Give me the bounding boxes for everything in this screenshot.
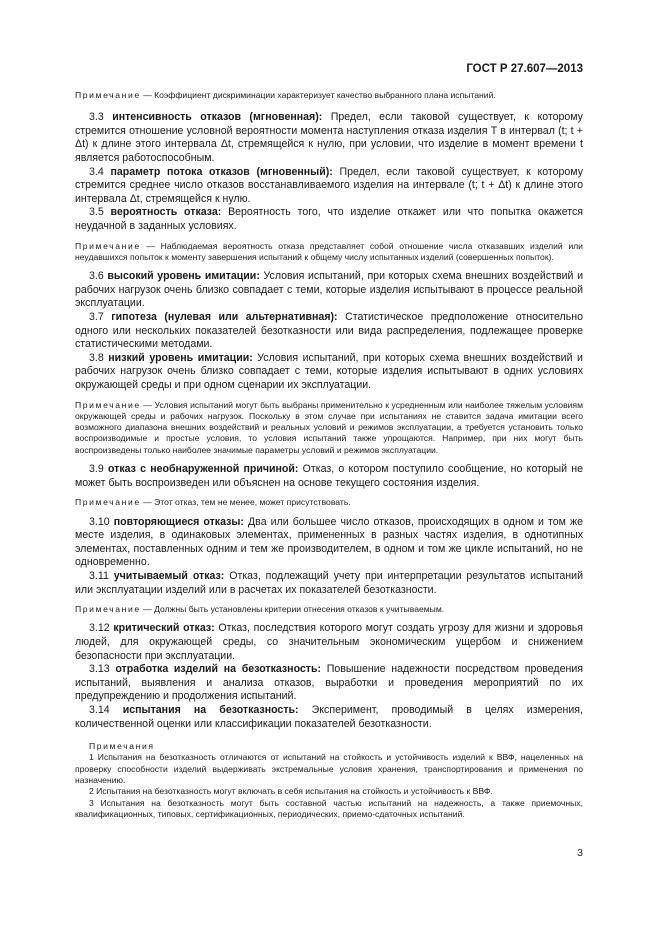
term-number: 3.6	[89, 270, 104, 283]
term-name: учитываемый отказ:	[113, 569, 225, 582]
document-id-header: ГОСТ Р 27.607—2013	[466, 63, 583, 75]
note	[75, 604, 583, 615]
note-label: Примечание	[75, 90, 141, 100]
term-name: отработка изделий на безотказность:	[115, 663, 322, 676]
term-name: высокий уровень имитации:	[107, 270, 260, 283]
term-definition-3-12	[75, 622, 583, 663]
term-name: критический отказ:	[113, 622, 215, 635]
term-definition-3-3	[75, 111, 583, 165]
term-name: отказ с необнаруженной причиной:	[107, 463, 299, 476]
term-text: Условия испытаний, при которых схема внешних воздействий и рабочих нагрузок очень близко совпадает с теми, которые изделия испытывают в процессе реальной эксплуатации.	[75, 270, 584, 310]
term-name: интенсивность отказов (мгновенная):	[112, 111, 323, 124]
term-name: вероятность отказа:	[110, 206, 222, 219]
term-text: Отказ, о котором поступило сообщение, но который не может быть воспроизведен или объяснен на основе текущего состояния изделия.	[75, 463, 583, 489]
term-number: 3.5	[89, 206, 104, 219]
term-definition-3-5	[75, 206, 583, 233]
term-number: 3.14	[89, 703, 110, 716]
term-text: Условия испытаний, при которых схема внешних воздействий и рабочих нагрузок очень близко совпадает с теми, которые изделия испытывают в одних условиях окружающей среды и при одном сценарии их эксплуатации.	[75, 351, 583, 391]
note-label: Примечание	[75, 240, 141, 251]
note	[75, 241, 583, 264]
term-definition-3-10	[75, 516, 583, 570]
term-number: 3.7	[89, 311, 104, 324]
note	[75, 90, 583, 101]
term-definition-3-14	[75, 704, 583, 731]
note-label: Примечание	[75, 497, 141, 508]
note-item-3: 3 Испытания на безотказность могут быть составной частью испытаний на надежность, а также приемочных, квалификационных, типовых, сертификационных, периодических, приемо-сдаточных испытаний.	[75, 797, 583, 819]
term-text: Повышение надежности посредством проведения испытаний, выявления и анализа отказов, выработки и проведения мероприятий по их предупреждению и продолжения испытаний.	[75, 663, 583, 703]
note-text: — Наблюдаемая вероятность отказа представляет собой отношение числа отказавших изделий или неудавшихся попыток к моменту завершения испытаний к общему числу испытанных изделий (совершенных попыток).	[75, 240, 583, 262]
term-number: 3.12	[89, 622, 110, 635]
term-text: Отказ, подлежащий учету при интерпретации результатов испытаний или эксплуатации изделий или в расчетах их показателей безотказности.	[75, 569, 583, 596]
note-item-1: 1 Испытания на безотказность отличаются от испытаний на стойкость и устойчивость изделий к ВВФ, нацеленных на проверку способности изделий выдерживать экстремальные условия хранения, транспортирования и применения по назначению.	[75, 752, 583, 786]
page-number: 3	[577, 847, 583, 859]
note-text: — Коэффициент дискриминации характеризует качество выбранного плана испытаний.	[140, 90, 496, 100]
note	[75, 400, 583, 456]
document-body	[75, 90, 583, 820]
term-number: 3.3	[89, 111, 104, 124]
term-text: Предел, если таковой существует, к которому стремится отношение условной вероятности момента наступления отказа изделия T в интервал (t; t + Δt) к длине этого интервала Δt, стремящейся к нулю, при условии, что изделие в момент времени t является работоспособным.	[75, 111, 583, 165]
notes-list	[75, 741, 583, 820]
note-label: Примечание	[75, 604, 141, 615]
term-name: параметр потока отказов (мгновенный):	[110, 165, 333, 178]
term-definition-3-13	[75, 663, 583, 704]
note-label: Примечание	[75, 399, 141, 410]
term-definition-3-8	[75, 352, 583, 393]
term-definition-3-4	[75, 166, 583, 207]
term-number: 3.9	[89, 463, 104, 476]
term-number: 3.10	[89, 515, 110, 528]
note-text: — Условия испытаний могут быть выбраны применительно к усредненным или наиболее тяжелым условиям окружающей среды и рабочих нагрузок. Поскольку в этом случае при испытаниях не ставится задача имитации всего возможного диапазона внешних воздействий и реальных условий и режимов эксплуатации, а требуется установить только воспроизводимые и простые условия, то условия испытаний также упрощаются. Например, при них могут быть воспроизведены только наиболее значимые параметры условий и режимов эксплуатации.	[75, 399, 583, 455]
term-definition-3-11	[75, 570, 583, 597]
term-definition-3-6	[75, 270, 583, 311]
term-number: 3.8	[89, 351, 104, 364]
term-number: 3.13	[89, 663, 110, 676]
term-definition-3-9	[75, 463, 583, 490]
note-text: — Этот отказ, тем не менее, может присутствовать.	[140, 497, 351, 508]
note-item-2: 2 Испытания на безотказность могут включать в себя испытания на стойкость и устойчивость к ВВФ.	[89, 786, 493, 797]
term-name: испытания на безотказность:	[122, 703, 299, 716]
term-number: 3.11	[89, 569, 109, 582]
term-text: Предел, если таковой существует, к которому стремится среднее число отказов восстанавливаемого изделия на интервале (t; t + Δt) к длине этого интервала Δt, стремящейся к нулю.	[75, 165, 584, 205]
term-text: Эксперимент, проводимый в целях измерения, количественной оценки или классификации показателей безотказности.	[75, 703, 583, 730]
term-text: Два или большее число отказов, происходящих в одном и том же месте изделия, в одинаковых элементах, примененных в разных частях изделия, в однотипных элементах, поставленных одним и тем же производителем, в одном и том же цикле испытаний, но не одновременно.	[75, 515, 583, 569]
term-text: Отказ, последствия которого могут создать угрозу для жизни и здоровья людей, для окружающей среды, со значительным экономическим ущербом и снижением безопасности при эксплуатации.	[75, 622, 583, 662]
term-name: низкий уровень имитации:	[108, 351, 253, 364]
term-text: Статистическое предположение относительно одного или нескольких показателей безотказности или вида распределения, подлежащее проверке статистическими методами.	[75, 311, 583, 351]
notes-heading: Примечания	[89, 741, 155, 752]
term-name: повторяющиеся отказы:	[113, 515, 244, 528]
term-number: 3.4	[89, 165, 104, 178]
term-text: Вероятность того, что изделие откажет или что попытка окажется неудачной в заданных условиях.	[75, 206, 584, 233]
note-text: — Должны быть установлены критерии отнесения отказов к учитываемым.	[140, 604, 445, 615]
term-definition-3-7	[75, 311, 583, 352]
term-name: гипотеза (нулевая или альтернативная):	[111, 311, 338, 324]
note	[75, 497, 583, 508]
